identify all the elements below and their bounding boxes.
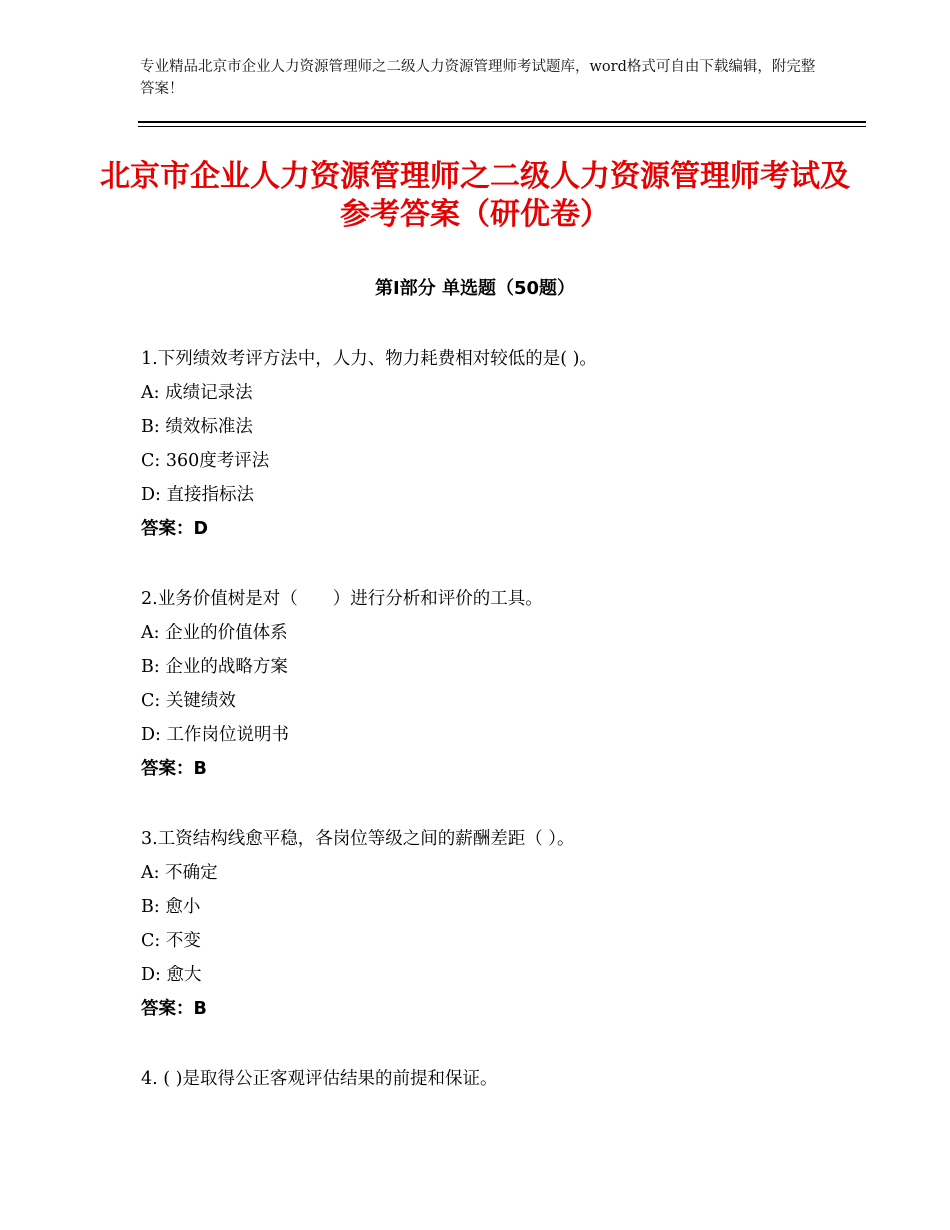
question-stem: 4. ( )是取得公正客观评估结果的前提和保证。 [141, 1069, 498, 1089]
question-stem: 1.下列绩效考评方法中，人力、物力耗费相对较低的是( )。 [141, 349, 597, 369]
option-a: A: 成绩记录法 [141, 383, 253, 403]
answer: 答案：B [141, 999, 207, 1019]
header-divider-thick [138, 121, 866, 123]
section-title: 第Ⅰ部分 单选题（50题） [374, 278, 575, 299]
header-note: 专业精品北京市企业人力资源管理师之二级人力资源管理师考试题库，word格式可自由下载编辑，附完整答案！ [140, 59, 816, 97]
option-b: B: 企业的战略方案 [141, 657, 288, 677]
answer: 答案：B [141, 759, 207, 779]
option-d: D: 愈大 [141, 965, 202, 985]
option-a: A: 企业的价值体系 [141, 623, 288, 643]
question-4 [141, 1062, 861, 1096]
option-b: B: 愈小 [141, 897, 201, 917]
option-d: D: 工作岗位说明书 [141, 725, 289, 745]
option-c: C: 关键绩效 [141, 691, 236, 711]
option-c: C: 360度考评法 [141, 451, 270, 471]
option-c: C: 不变 [141, 931, 201, 951]
question-stem: 2.业务价值树是对（ ）进行分析和评价的工具。 [141, 589, 543, 609]
header-divider-thin [138, 126, 866, 127]
question-2 [141, 582, 861, 786]
question-1 [141, 342, 861, 546]
answer: 答案：D [141, 519, 209, 539]
option-d: D: 直接指标法 [141, 485, 254, 505]
document-title: 北京市企业人力资源管理师之二级人力资源管理师考试及参考答案（研优卷） [100, 159, 850, 232]
option-a: A: 不确定 [141, 863, 218, 883]
option-b: B: 绩效标准法 [141, 417, 253, 437]
question-list [141, 342, 861, 1132]
question-3 [141, 822, 861, 1026]
question-stem: 3.工资结构线愈平稳，各岗位等级之间的薪酬差距（ ）。 [141, 829, 575, 849]
